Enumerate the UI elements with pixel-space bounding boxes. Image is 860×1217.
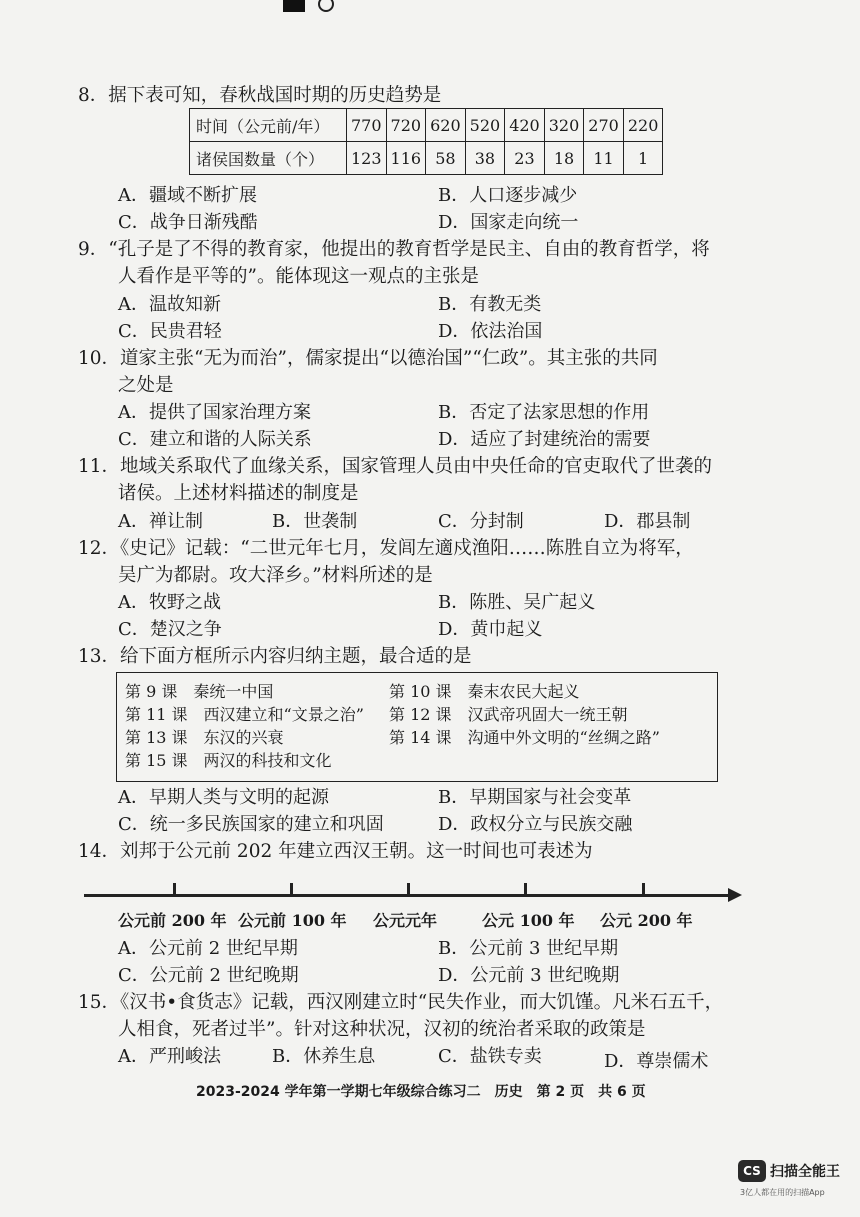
watermark-name: 扫描全能王 (770, 1164, 840, 1180)
q9-option-b: B．有教无类 (438, 294, 542, 315)
q15-stem-line2: 人相食，死者过半”。针对这种状况，汉初的统治者采取的政策是 (118, 1019, 646, 1040)
timeline-label: 公元 100 年 (482, 911, 575, 930)
q11-stem-line2: 诸侯。上述材料描述的制度是 (118, 483, 359, 504)
q13-lesson-12: 第 12 课 汉武帝巩固大一统王朝 (389, 705, 628, 724)
q8-cell: 11 (584, 142, 624, 175)
timeline-arrow-icon (728, 888, 742, 902)
q15-option-c: C．盐铁专卖 (438, 1046, 542, 1067)
q10-option-d: D．适应了封建统治的需要 (438, 429, 651, 450)
q13-lesson-15: 第 15 课 两汉的科技和文化 (125, 751, 332, 770)
q14-option-c: C．公元前 2 世纪晚期 (118, 965, 299, 986)
q11-option-b: B．世袭制 (272, 511, 358, 532)
q11-option-d: D．郡县制 (604, 511, 691, 532)
q10-stem-line1: 10．道家主张“无为而治”，儒家提出“以德治国”“仁政”。其主张的共同 (78, 348, 658, 369)
q13-option-a: A．早期人类与文明的起源 (118, 787, 329, 808)
q8-cell: 18 (544, 142, 584, 175)
q8-cell: 420 (505, 109, 545, 142)
q8-cell: 23 (505, 142, 545, 175)
q15-option-b: B．休养生息 (272, 1046, 376, 1067)
top-circle-mark (318, 0, 334, 12)
q13-lesson-10: 第 10 课 秦末农民大起义 (389, 682, 580, 701)
q11-stem-line1: 11．地域关系取代了血缘关系，国家管理人员由中央任命的官吏取代了世袭的 (78, 456, 713, 477)
q8-cell: 520 (465, 109, 505, 142)
timeline-label: 公元 200 年 (600, 911, 693, 930)
q8-cell: 770 (347, 109, 387, 142)
timeline-label: 公元元年 (373, 911, 438, 930)
q8-cell: 123 (347, 142, 387, 175)
q12-option-b: B．陈胜、吴广起义 (438, 592, 596, 613)
q14-stem: 14．刘邦于公元前 202 年建立西汉王朝。这一时间也可表述为 (78, 841, 593, 862)
q8-row1-label: 时间（公元前/年） (190, 109, 347, 142)
q13-stem: 13．给下面方框所示内容归纳主题，最合适的是 (78, 646, 472, 667)
q8-cell: 1 (623, 142, 663, 175)
q10-stem-line2: 之处是 (118, 375, 174, 396)
q8-cell: 720 (386, 109, 426, 142)
camscanner-logo-icon: CS (738, 1160, 766, 1182)
q14-option-d: D．公元前 3 世纪晚期 (438, 965, 620, 986)
q11-option-c: C．分封制 (438, 511, 524, 532)
q8-option-d: D．国家走向统一 (438, 212, 579, 233)
q13-lesson-14: 第 14 课 沟通中外文明的“丝绸之路” (389, 728, 660, 747)
q12-option-c: C．楚汉之争 (118, 619, 222, 640)
q15-option-a: A．严刑峻法 (118, 1046, 221, 1067)
page-footer: 2023-2024 学年第一学期七年级综合练习二 历史 第 2 页 共 6 页 (196, 1084, 646, 1100)
q13-lesson-9: 第 9 课 秦统一中国 (125, 682, 274, 701)
timeline-tick (407, 883, 410, 895)
q8-cell: 270 (584, 109, 624, 142)
q9-option-a: A．温故知新 (118, 294, 221, 315)
timeline-tick (173, 883, 176, 895)
q9-option-d: D．依法治国 (438, 321, 543, 342)
q8-option-a: A．疆域不断扩展 (118, 185, 257, 206)
q14-option-a: A．公元前 2 世纪早期 (118, 938, 298, 959)
q13-lesson-11: 第 11 课 西汉建立和“文景之治” (125, 705, 364, 724)
q8-cell: 38 (465, 142, 505, 175)
q10-option-b: B．否定了法家思想的作用 (438, 402, 650, 423)
q13-option-d: D．政权分立与民族交融 (438, 814, 633, 835)
q9-stem-line1: 9．“孔子是了不得的教育家，他提出的教育哲学是民主、自由的教育哲学，将 (78, 239, 710, 260)
q8-table (189, 108, 663, 175)
q13-option-c: C．统一多民族国家的建立和巩固 (118, 814, 384, 835)
q12-option-d: D．黄巾起义 (438, 619, 543, 640)
q8-option-c: C．战争日渐残酷 (118, 212, 258, 233)
q8-cell: 220 (623, 109, 663, 142)
q8-table-row-count (190, 142, 663, 175)
q10-option-c: C．建立和谐的人际关系 (118, 429, 312, 450)
q14-option-b: B．公元前 3 世纪早期 (438, 938, 619, 959)
timeline-tick (524, 883, 527, 895)
q12-stem-line1: 12．《史记》记载：“二世元年七月，发闾左適戍渔阳……陈胜自立为将军， (78, 538, 694, 559)
watermark-tagline: 3亿人都在用的扫描App (740, 1188, 825, 1197)
timeline-tick (642, 883, 645, 895)
q8-cell: 58 (426, 142, 466, 175)
timeline-label: 公元前 200 年 (118, 911, 227, 930)
q8-option-b: B．人口逐步减少 (438, 185, 578, 206)
q8-stem: 8．据下表可知，春秋战国时期的历史趋势是 (78, 85, 442, 106)
q9-option-c: C．民贵君轻 (118, 321, 222, 342)
q15-stem-line1: 15．《汉书•食货志》记载，西汉刚建立时“民失作业，而大饥馑。凡米石五千， (78, 992, 724, 1013)
q13-lesson-box (116, 672, 718, 782)
timeline-label: 公元前 100 年 (238, 911, 347, 930)
q13-lesson-13: 第 13 课 东汉的兴衰 (125, 728, 284, 747)
q12-stem-line2: 吴广为都尉。攻大泽乡。”材料所述的是 (118, 565, 433, 586)
q8-row2-label: 诸侯国数量（个） (190, 142, 347, 175)
timeline-tick (290, 883, 293, 895)
q8-cell: 620 (426, 109, 466, 142)
q8-cell: 116 (386, 142, 426, 175)
q11-option-a: A．禅让制 (118, 511, 203, 532)
q15-option-d: D．尊崇儒术 (604, 1051, 709, 1072)
q13-option-b: B．早期国家与社会变革 (438, 787, 632, 808)
q8-cell: 320 (544, 109, 584, 142)
top-registration-mark (283, 0, 305, 12)
q10-option-a: A．提供了国家治理方案 (118, 402, 311, 423)
q9-stem-line2: 人看作是平等的”。能体现这一观点的主张是 (118, 266, 479, 287)
q12-option-a: A．牧野之战 (118, 592, 221, 613)
q8-table-row-time (190, 109, 663, 142)
